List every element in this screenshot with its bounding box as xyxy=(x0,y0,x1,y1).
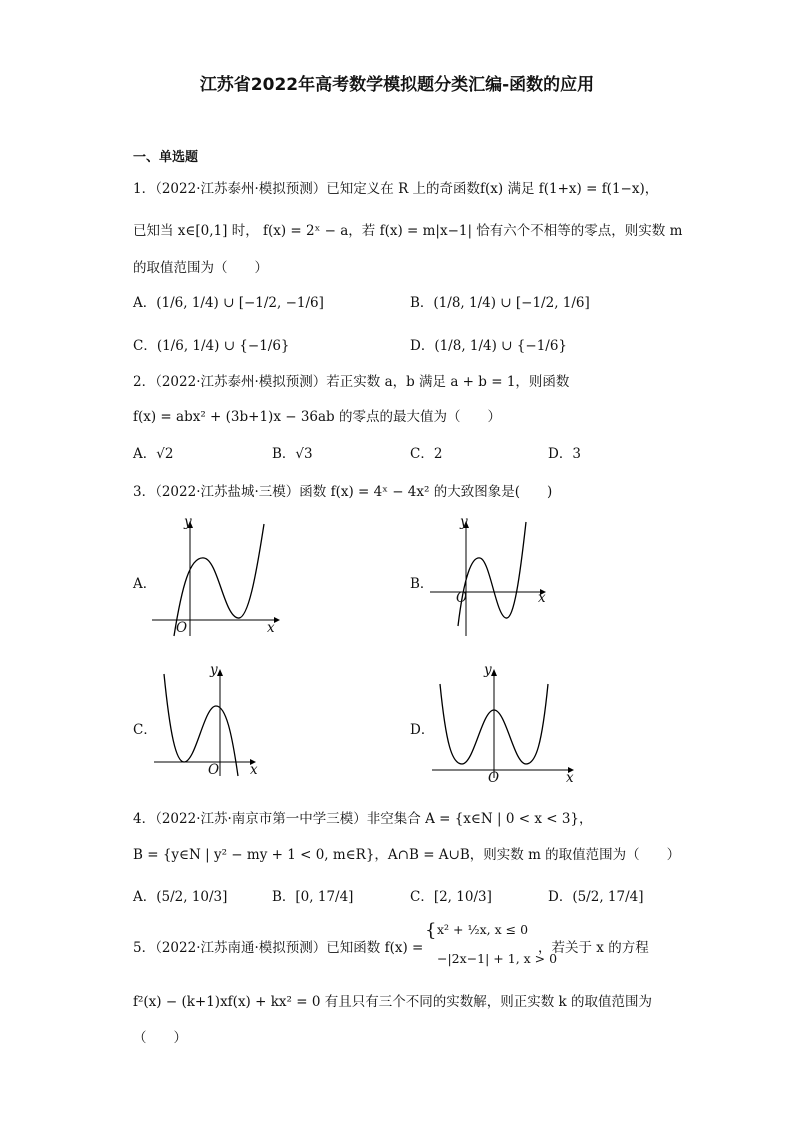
page-title: 江苏省2022年高考数学模拟题分类汇编-函数的应用 xyxy=(199,75,595,95)
q5-line1a: 5．（2022·江苏南通·模拟预测）已知函数 f(x) = xyxy=(133,940,424,956)
q4-option-b[interactable]: B．[0, 17/4] xyxy=(272,889,354,905)
q1-option-c[interactable]: C．(1/6, 1/4) ∪ {−1/6} xyxy=(133,338,290,354)
q2-line1: 2．（2022·江苏泰州·模拟预测）若正实数 a，b 满足 a + b = 1，则函数 xyxy=(133,374,570,390)
q2-option-c[interactable]: C．2 xyxy=(410,446,443,462)
q4-option-a[interactable]: A．(5/2, 10/3] xyxy=(133,889,228,905)
axis-y-label: y xyxy=(210,662,218,678)
origin-label: O xyxy=(456,590,468,606)
q1-line3: 的取值范围为（ ） xyxy=(133,260,268,276)
q1-line2: 已知当 x∈[0,1] 时， f(x) = 2ˣ − a，若 f(x) = m|x−1| 恰有六个不相等的零点，则实数 m xyxy=(133,223,683,239)
q5-line1b: ，若关于 x 的方程 xyxy=(538,940,649,956)
q3-option-c[interactable]: C． xyxy=(133,722,157,738)
q5-brace: { xyxy=(425,920,437,941)
q4-line1: 4．（2022·江苏·南京市第一中学三模）非空集合 A = {x∈N | 0 < x < 3}， xyxy=(133,811,593,827)
axis-x-label: x xyxy=(267,620,275,636)
graph-c xyxy=(154,664,264,783)
q5-case1: x² + ½x, x ≤ 0 xyxy=(437,922,529,937)
axis-y-label: y xyxy=(184,514,192,530)
axis-y-label: y xyxy=(460,514,468,530)
origin-label: O xyxy=(208,762,220,778)
q3-option-d[interactable]: D． xyxy=(410,722,435,738)
q3-option-b[interactable]: B． xyxy=(410,576,434,592)
q5-line3: （ ） xyxy=(133,1030,187,1046)
q2-line2: f(x) = abx² + (3b+1)x − 36ab 的零点的最大值为（ ） xyxy=(133,409,501,425)
q2-option-d[interactable]: D．3 xyxy=(548,446,581,462)
axis-x-label: x xyxy=(538,590,546,606)
section-heading: 一、单选题 xyxy=(133,150,199,165)
q3-line1: 3．（2022·江苏盐城·三模）函数 f(x) = 4ˣ − 4x² 的大致图象是( ) xyxy=(133,484,553,500)
q2-option-a[interactable]: A．√2 xyxy=(133,446,174,462)
q4-line2: B = {y∈N | y² − my + 1 < 0, m∈R}，A∩B = A∪B，则实数 m 的取值范围为（ ） xyxy=(133,847,681,863)
origin-label: O xyxy=(176,620,188,636)
graph-d xyxy=(432,662,582,786)
q1-option-a[interactable]: A．(1/6, 1/4) ∪ [−1/2, −1/6] xyxy=(133,295,324,311)
graph-b xyxy=(430,516,555,645)
q2-option-b[interactable]: B．√3 xyxy=(272,446,313,462)
axis-x-label: x xyxy=(566,770,574,786)
q1-option-b[interactable]: B．(1/8, 1/4) ∪ [−1/2, 1/6] xyxy=(410,295,590,311)
q5-line2: f²(x) − (k+1)xf(x) + kx² = 0 有且只有三个不同的实数解，则正实数 k 的取值范围为 xyxy=(133,994,652,1010)
q4-option-c[interactable]: C．[2, 10/3] xyxy=(410,889,492,905)
axis-x-label: x xyxy=(250,762,258,778)
graph-a xyxy=(152,516,282,645)
q5-case2: −|2x−1| + 1, x > 0 xyxy=(437,951,558,966)
q1-option-d[interactable]: D．(1/8, 1/4) ∪ {−1/6} xyxy=(410,338,568,354)
axis-y-label: y xyxy=(484,662,492,678)
q4-option-d[interactable]: D．(5/2, 17/4] xyxy=(548,889,644,905)
q3-option-a[interactable]: A． xyxy=(133,576,157,592)
q1-line1: 1．（2022·江苏泰州·模拟预测）已知定义在 R 上的奇函数f(x) 满足 f(1+x) = f(1−x)， xyxy=(133,181,659,197)
origin-label: O xyxy=(488,770,500,786)
